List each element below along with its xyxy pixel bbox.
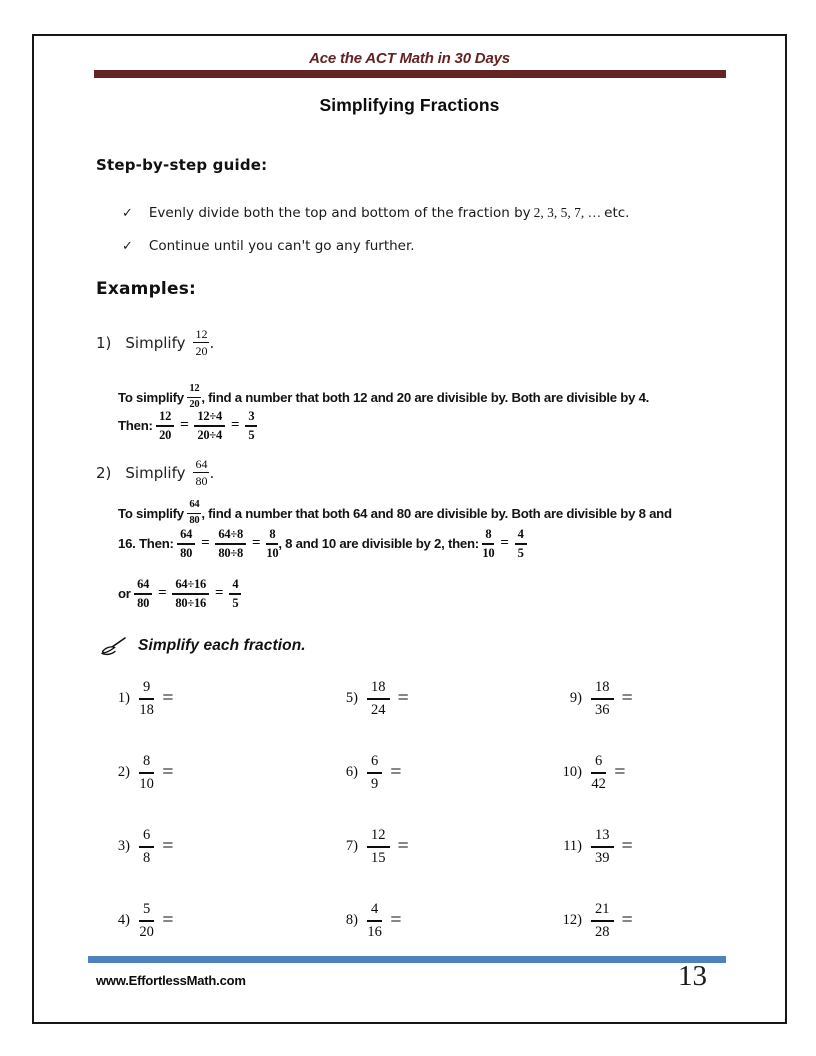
guide-heading: Step-by-step guide: bbox=[96, 156, 268, 174]
problem-number: 7) bbox=[345, 838, 358, 854]
problem-fraction: $\frac{12}{15}$ bbox=[367, 828, 390, 865]
equals-sign: = bbox=[162, 761, 174, 783]
problem-fraction: $\frac{6}{9}$ bbox=[367, 754, 382, 791]
example-number: 2) bbox=[96, 463, 112, 482]
writing-hand-icon bbox=[100, 636, 128, 656]
fraction: $\frac{12}{20}$ bbox=[156, 410, 174, 441]
fraction: $\frac{64\div 8}{80\div 8}$ bbox=[215, 528, 246, 559]
fraction: $\frac{3}{5}$ bbox=[245, 410, 257, 441]
problem-fraction: $\frac{9}{18}$ bbox=[139, 679, 154, 718]
equals-sign: = bbox=[390, 909, 402, 931]
bullet-text: Continue until you can't go any further. bbox=[148, 238, 415, 254]
fraction: $\frac{12\div 4}{20\div 4}$ bbox=[194, 410, 225, 441]
fraction: $\frac{64}{80}$ bbox=[195, 457, 208, 488]
problem-3 bbox=[96, 824, 324, 869]
fraction: $\frac{64\div 16}{80\div 16}$ bbox=[172, 578, 209, 609]
example-2-solution-line-2: or $\frac{64}{80}$ = $\frac{64\div 16}{80\div 16}$ = $\frac{4}{5}$ bbox=[118, 578, 241, 609]
example-2-solution-line-1: 16. Then: $\frac{64}{80}$ = $\frac{64\div 8}{80\div 8}$ = $\frac{8}{10}$ , 8 and 10 are divisible by 2, then: $\frac{8}{10}$ = $\frac{4}{5}$ bbox=[118, 528, 527, 559]
problem-fraction: $\frac{6}{42}$ bbox=[591, 753, 606, 792]
problem-1 bbox=[96, 676, 324, 721]
equals-sign: = bbox=[390, 761, 402, 783]
fraction: $\frac{12}{20}$ bbox=[195, 327, 208, 358]
problem-5 bbox=[324, 676, 548, 721]
example-2-lead: 2) Simplify $\frac{64}{80}$ . bbox=[96, 457, 215, 488]
examples-heading: Examples: bbox=[96, 279, 197, 299]
fraction: $\frac{8}{10}$ bbox=[266, 527, 279, 560]
instruction-text: Simplify each fraction. bbox=[138, 637, 306, 654]
problem-number: 5) bbox=[345, 690, 358, 706]
fraction: $\frac{12}{20}$ bbox=[189, 383, 200, 410]
example-1-solution: Then: $\frac{12}{20}$ = $\frac{12\div 4}{20\div 4}$ = $\frac{3}{5}$ bbox=[118, 410, 257, 441]
problems-grid bbox=[96, 676, 730, 943]
page-title: Simplifying Fractions bbox=[319, 95, 500, 115]
problem-10 bbox=[548, 750, 730, 795]
page-number: 13 bbox=[678, 960, 707, 992]
equals-sign: = bbox=[201, 535, 210, 551]
equals-sign: = bbox=[614, 761, 626, 783]
equals-sign: = bbox=[180, 417, 189, 433]
equals-sign: = bbox=[397, 835, 409, 857]
fraction: $\frac{4}{5}$ bbox=[229, 578, 241, 609]
problem-number: 3) bbox=[117, 838, 130, 854]
example-2-body: To simplify $\frac{64}{80}$ , find a number that both 64 and 80 are divisible by. Both are divisible by 8 and bbox=[118, 499, 672, 526]
problem-number: 9) bbox=[569, 690, 582, 706]
check-icon: ✓ bbox=[122, 239, 133, 254]
exercise-instruction bbox=[100, 636, 306, 656]
equals-sign: = bbox=[215, 585, 224, 601]
worksheet-page bbox=[32, 34, 787, 1024]
problem-fraction: $\frac{18}{24}$ bbox=[367, 680, 390, 717]
equals-sign: = bbox=[621, 909, 633, 931]
guide-bullet-2 bbox=[122, 238, 415, 254]
example-1-lead: 1) Simplify $\frac{12}{20}$ . bbox=[96, 327, 215, 358]
problem-6 bbox=[324, 750, 548, 795]
problem-number: 4) bbox=[117, 912, 130, 928]
problem-fraction: $\frac{6}{8}$ bbox=[139, 828, 154, 865]
problem-11 bbox=[548, 824, 730, 869]
equals-sign: = bbox=[231, 417, 240, 433]
equals-sign: = bbox=[252, 535, 261, 551]
problem-number: 8) bbox=[345, 912, 358, 928]
problem-number: 1) bbox=[117, 690, 130, 706]
problem-fraction: $\frac{21}{28}$ bbox=[591, 902, 614, 939]
problem-number: 10) bbox=[562, 764, 582, 780]
footer-divider-bar bbox=[88, 956, 726, 963]
problem-9 bbox=[548, 676, 730, 721]
problem-fraction: $\frac{8}{10}$ bbox=[139, 753, 154, 792]
problem-2 bbox=[96, 750, 324, 795]
equals-sign: = bbox=[162, 687, 174, 709]
footer-website: www.EffortlessMath.com bbox=[96, 973, 246, 988]
equals-sign: = bbox=[621, 835, 633, 857]
fraction: $\frac{64}{80}$ bbox=[177, 528, 195, 559]
problem-fraction: $\frac{4}{16}$ bbox=[367, 901, 382, 940]
problem-7 bbox=[324, 824, 548, 869]
check-icon: ✓ bbox=[122, 206, 133, 221]
equals-sign: = bbox=[158, 585, 167, 601]
fraction: $\frac{4}{5}$ bbox=[515, 528, 527, 559]
guide-bullet-1 bbox=[122, 205, 629, 221]
equals-sign: = bbox=[162, 835, 174, 857]
example-number: 1) bbox=[96, 333, 112, 352]
equals-sign: = bbox=[162, 909, 174, 931]
problem-fraction: $\frac{13}{39}$ bbox=[591, 828, 614, 865]
example-1-body: To simplify $\frac{12}{20}$ , find a number that both 12 and 20 are divisible by. Both are divisible by 4. bbox=[118, 383, 650, 410]
bullet-text: Evenly divide both the top and bottom of the fraction by 2, 3, 5, 7, … etc. bbox=[148, 205, 630, 221]
fraction: $\frac{64}{80}$ bbox=[189, 499, 200, 526]
problem-fraction: $\frac{5}{20}$ bbox=[139, 901, 154, 940]
problem-8 bbox=[324, 898, 548, 943]
problem-number: 12) bbox=[562, 912, 582, 928]
equals-sign: = bbox=[621, 687, 633, 709]
problem-fraction: $\frac{18}{36}$ bbox=[591, 680, 614, 717]
fraction: $\frac{8}{10}$ bbox=[482, 527, 495, 560]
problem-number: 6) bbox=[345, 764, 358, 780]
problem-12 bbox=[548, 898, 730, 943]
equals-sign: = bbox=[500, 535, 509, 551]
problem-number: 11) bbox=[563, 838, 582, 854]
book-title: Ace the ACT Math in 30 Days bbox=[309, 50, 510, 67]
equals-sign: = bbox=[397, 687, 409, 709]
fraction: $\frac{64}{80}$ bbox=[134, 578, 152, 609]
problem-4 bbox=[96, 898, 324, 943]
header-divider-bar bbox=[94, 70, 726, 78]
problem-number: 2) bbox=[117, 764, 130, 780]
